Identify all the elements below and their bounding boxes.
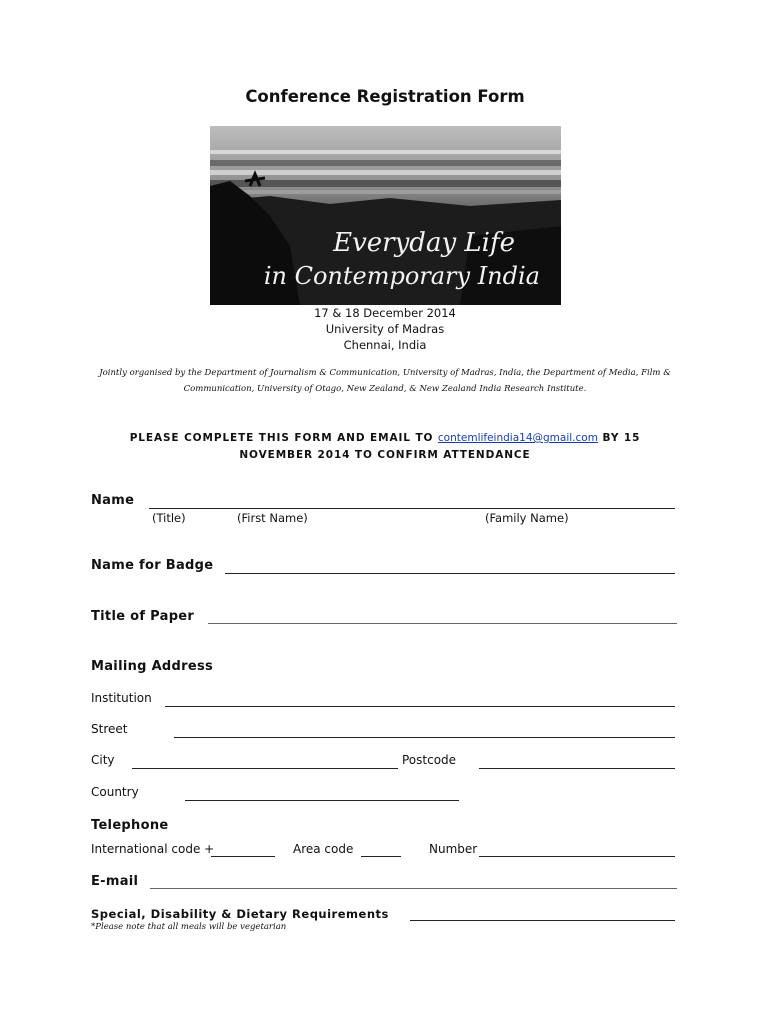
organisers-line2: Communication, University of Otago, New Zealand, & New Zealand India Research Institute. [183,383,587,394]
name-first-hint: (First Name) [237,511,308,525]
name-field[interactable] [149,508,675,509]
street-field[interactable] [174,737,675,738]
name-label: Name [91,493,135,508]
event-dates: 17 & 18 December 2014 [314,306,456,320]
banner-line2: in Contemporary India [263,262,540,290]
area-code-field[interactable] [361,856,401,857]
number-field[interactable] [479,856,675,857]
street-label: Street [91,722,128,736]
number-label: Number [429,842,478,856]
city-label: City [91,753,115,767]
special-label: Special, Disability & Dietary Requirements [91,907,389,921]
intl-code-label: International code + [91,842,215,856]
email-link[interactable]: contemlifeindia14@gmail.com [437,432,598,444]
badge-label: Name for Badge [91,558,214,573]
conference-banner-image [210,126,561,305]
special-field[interactable] [410,920,675,921]
city-field[interactable] [132,768,398,769]
email-field[interactable] [150,888,677,889]
instructions-deadline: BY 15 [602,432,641,444]
instructions-text: PLEASE COMPLETE THIS FORM AND EMAIL TO [129,432,434,444]
name-family-hint: (Family Name) [485,511,569,525]
instructions-line2: NOVEMBER 2014 TO CONFIRM ATTENDANCE [239,449,531,461]
country-field[interactable] [185,800,459,801]
organisers-line1: Jointly organised by the Department of Journalism & Communication, University of Madras, India, the Department of Media, Film & [99,368,671,378]
vegetarian-note: *Please note that all meals will be vegetarian [91,922,287,932]
postcode-label: Postcode [402,753,457,767]
country-label: Country [91,785,139,799]
badge-field[interactable] [225,573,675,574]
event-city: Chennai, India [343,338,427,352]
instructions [80,430,690,464]
banner-line1: Everyday Life [333,228,515,258]
mailing-heading: Mailing Address [91,659,214,674]
telephone-heading: Telephone [91,818,169,833]
postcode-field[interactable] [479,768,675,769]
name-title-hint: (Title) [152,511,186,525]
event-venue: University of Madras [325,322,445,336]
area-code-label: Area code [293,842,354,856]
email-label: E-mail [91,874,139,889]
form-title: Conference Registration Form [245,87,525,106]
organisers-text [80,366,690,397]
intl-code-field[interactable] [211,856,275,857]
institution-label: Institution [91,691,152,705]
paper-field[interactable] [208,623,677,624]
paper-label: Title of Paper [91,609,195,624]
institution-field[interactable] [165,706,675,707]
